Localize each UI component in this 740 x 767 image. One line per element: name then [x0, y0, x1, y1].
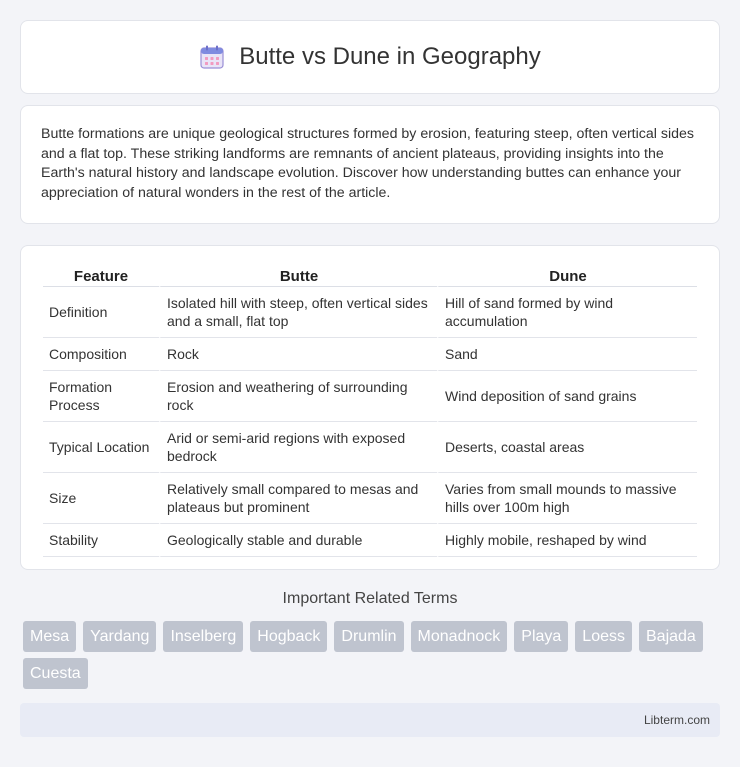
table-row [43, 338, 697, 371]
column-header: Feature [43, 266, 159, 287]
table-cell: Formation Process [43, 371, 159, 422]
table-cell: Relatively small compared to mesas and plateaus but prominent [159, 473, 437, 524]
table-row [43, 473, 697, 524]
table-cell: Definition [43, 287, 159, 338]
tag-playa[interactable]: Playa [514, 621, 568, 652]
tag-yardang[interactable]: Yardang [83, 621, 156, 652]
tag-bajada[interactable]: Bajada [639, 621, 703, 652]
table-cell: Size [43, 473, 159, 524]
table-cell: Wind deposition of sand grains [437, 371, 697, 422]
table-cell: Stability [43, 524, 159, 557]
intro-card [20, 105, 720, 224]
table-row [43, 287, 697, 338]
comparison-table [43, 266, 697, 557]
column-header: Dune [437, 266, 697, 287]
table-cell: Varies from small mounds to massive hills over 100m high [437, 473, 697, 524]
related-terms-title: Important Related Terms [282, 590, 458, 607]
table-cell: Hill of sand formed by wind accumulation [437, 287, 697, 338]
header-card [20, 20, 720, 94]
table-cell: Rock [159, 338, 437, 371]
table-cell: Arid or semi-arid regions with exposed bedrock [159, 422, 437, 473]
table-row [43, 371, 697, 422]
tag-loess[interactable]: Loess [575, 621, 632, 652]
table-header-row [43, 266, 697, 287]
table-row [43, 524, 697, 557]
table-cell: Composition [43, 338, 159, 371]
tag-drumlin[interactable]: Drumlin [334, 621, 403, 652]
tag-mesa[interactable]: Mesa [23, 621, 76, 652]
tag-cuesta[interactable]: Cuesta [23, 658, 88, 689]
table-cell: Highly mobile, reshaped by wind [437, 524, 697, 557]
table-cell: Isolated hill with steep, often vertical sides and a small, flat top [159, 287, 437, 338]
table-row [43, 422, 697, 473]
tag-inselberg[interactable]: Inselberg [163, 621, 243, 652]
tag-hogback[interactable]: Hogback [250, 621, 327, 652]
related-terms-list [23, 621, 723, 689]
tag-monadnock[interactable]: Monadnock [411, 621, 508, 652]
comparison-table-card [20, 245, 720, 570]
table-cell: Sand [437, 338, 697, 371]
intro-text: Butte formations are unique geological structures formed by erosion, featuring steep, often vertical sides and a flat top. These striking landforms are remnants of ancient plateaus, providing insights into the Earth's natural history and landscape evolution. Discover how understanding buttes can enhance your appreciation of natural wonders in the rest of the article. [41, 126, 694, 201]
footer [20, 703, 720, 737]
column-header: Butte [159, 266, 437, 287]
table-cell: Erosion and weathering of surrounding rock [159, 371, 437, 422]
table-cell: Typical Location [43, 422, 159, 473]
page-title: Butte vs Dune in Geography [239, 43, 541, 70]
footer-brand[interactable]: Libterm.com [643, 713, 710, 727]
table-cell: Geologically stable and durable [159, 524, 437, 557]
calendar-icon [199, 44, 225, 70]
table-cell: Deserts, coastal areas [437, 422, 697, 473]
